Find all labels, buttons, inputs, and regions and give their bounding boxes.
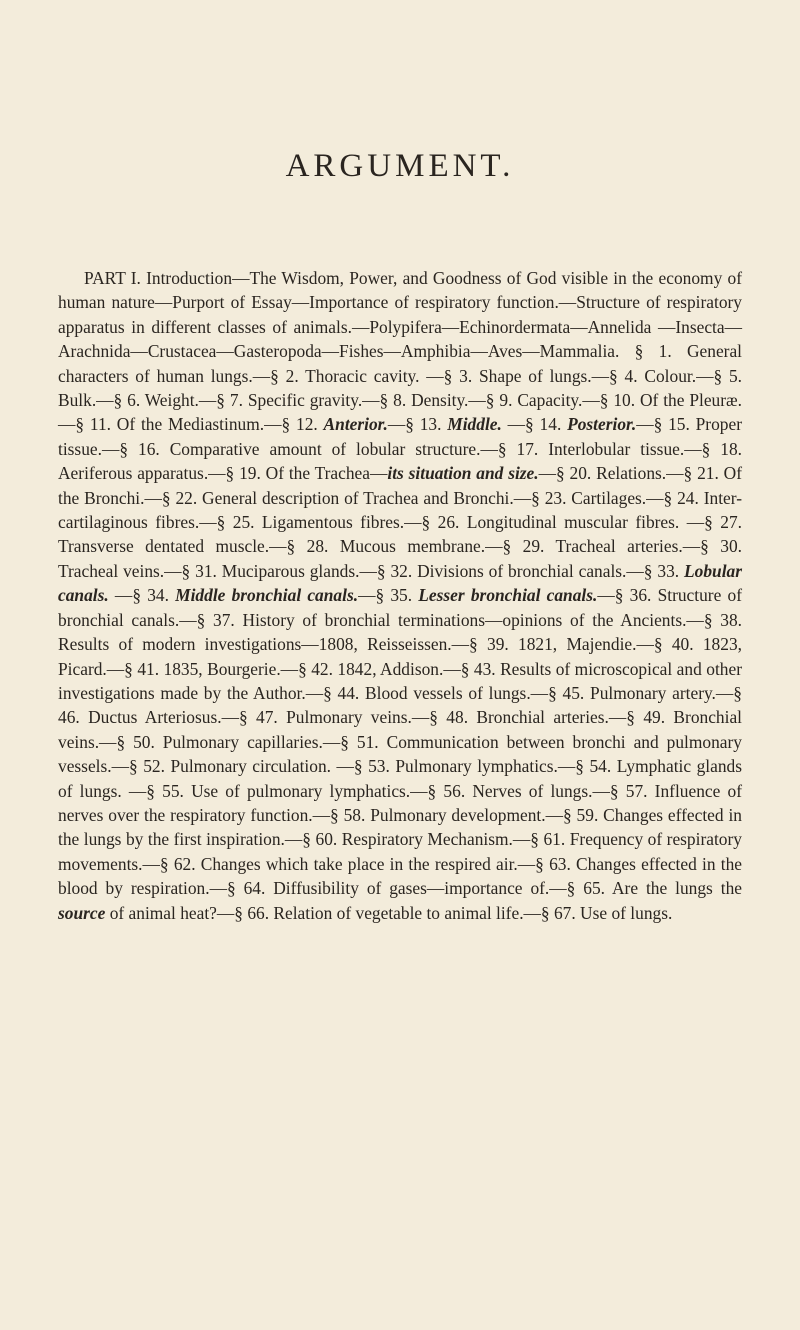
text-run: —§ 34. — [108, 585, 176, 606]
italic-run: Middle bronchial canals. — [175, 585, 359, 606]
italic-run: Posterior. — [567, 414, 637, 435]
italic-run: Middle. — [447, 414, 502, 435]
text-run: —§ 15. Proper tissue.—§ 16. Comparative amount of lobular structure.—§ 17. Interlobular tissue.—§ 18. Aeriferous apparatus.—§ 19. Of the Trachea— — [58, 414, 742, 484]
italic-run: Lesser bronchial canals. — [418, 585, 598, 606]
italic-run: its situation and size. — [387, 463, 539, 484]
argument-paragraph — [58, 266, 742, 925]
italic-run: Anterior. — [323, 414, 388, 435]
text-run: —§ 20. Relations.—§ 21. Of the Bronchi.—§ 22. General description of Trachea and Bronchi.—§ 23. Cartilages.—§ 24. Inter-cartilaginous fibres.—§ 25. Ligamentous fibres.—§ 26. Longitudinal muscular fibres. —§ 27. Transverse dentated muscle.—§ 28. Mucous membrane.—§ 29. Tracheal arteries.—§ 30. Tracheal veins.—§ 31. Muciparous glands.—§ 32. Divisions of bronchial canals.—§ 33. — [58, 463, 742, 581]
text-run: of animal heat?—§ 66. Relation of vegetable to animal life.—§ 67. Use of lungs. — [105, 902, 673, 923]
page-title: ARGUMENT. — [285, 148, 515, 184]
italic-run: source — [58, 902, 106, 923]
text-run: —§ 14. — [501, 414, 568, 435]
italic-run: Lobular canals. — [58, 560, 742, 606]
text-run: —§ 36. Structure of bronchial canals.—§ 37. History of bronchial terminations—opinions of the Ancients.—§ 38. Results of modern investigations—1808, Reisseissen.—§ 39. 1821, Majendie.—§ 40. 1823, Picard.—§ 41. 1835, Bourgerie.—§ 42. 1842, Addison.—§ 43. Results of microscopical and other investigations made by the Author.—§ 44. Blood vessels of lungs.—§ 45. Pulmonary artery.—§ 46. Ductus Arteriosus.—§ 47. Pulmonary veins.—§ 48. Bronchial arteries.—§ 49. Bronchial veins.—§ 50. Pulmonary capillaries.—§ 51. Communication between bronchi and pulmonary vessels.—§ 52. Pulmonary circulation. —§ 53. Pulmonary lymphatics.—§ 54. Lymphatic glands of lungs. —§ 55. Use of pulmonary lymphatics.—§ 56. Nerves of lungs.—§ 57. Influence of nerves over the respiratory function.—§ 58. Pulmonary development.—§ 59. Changes effected in the lungs by the first inspiration.—§ 60. Respiratory Mechanism.—§ 61. Frequency of respiratory movements.—§ 62. Changes which take place in the respired air.—§ 63. Changes effected in the blood by respiration.—§ 64. Diffusibility of gases—importance of.—§ 65. Are the lungs the — [58, 585, 742, 899]
text-run: —§ 13. — [387, 414, 448, 435]
text-run: PART I. Introduction—The Wisdom, Power, and Goodness of God visible in the economy of human nature—Purport of Essay—Importance of respiratory function.—Structure of respiratory apparatus in different classes of animals.—Polypifera—Echinordermata—Annelida —Insecta—Arachnida—Crustacea—Gasteropoda—Fishes—Amphibia—Aves—Mammalia. § 1. General characters of human lungs.—§ 2. Thoracic cavity. —§ 3. Shape of lungs.—§ 4. Colour.—§ 5. Bulk.—§ 6. Weight.—§ 7. Specific gravity.—§ 8. Density.—§ 9. Capacity.—§ 10. Of the Pleuræ.—§ 11. Of the Mediastinum.—§ 12. — [58, 268, 742, 435]
text-run: —§ 35. — [358, 585, 419, 606]
